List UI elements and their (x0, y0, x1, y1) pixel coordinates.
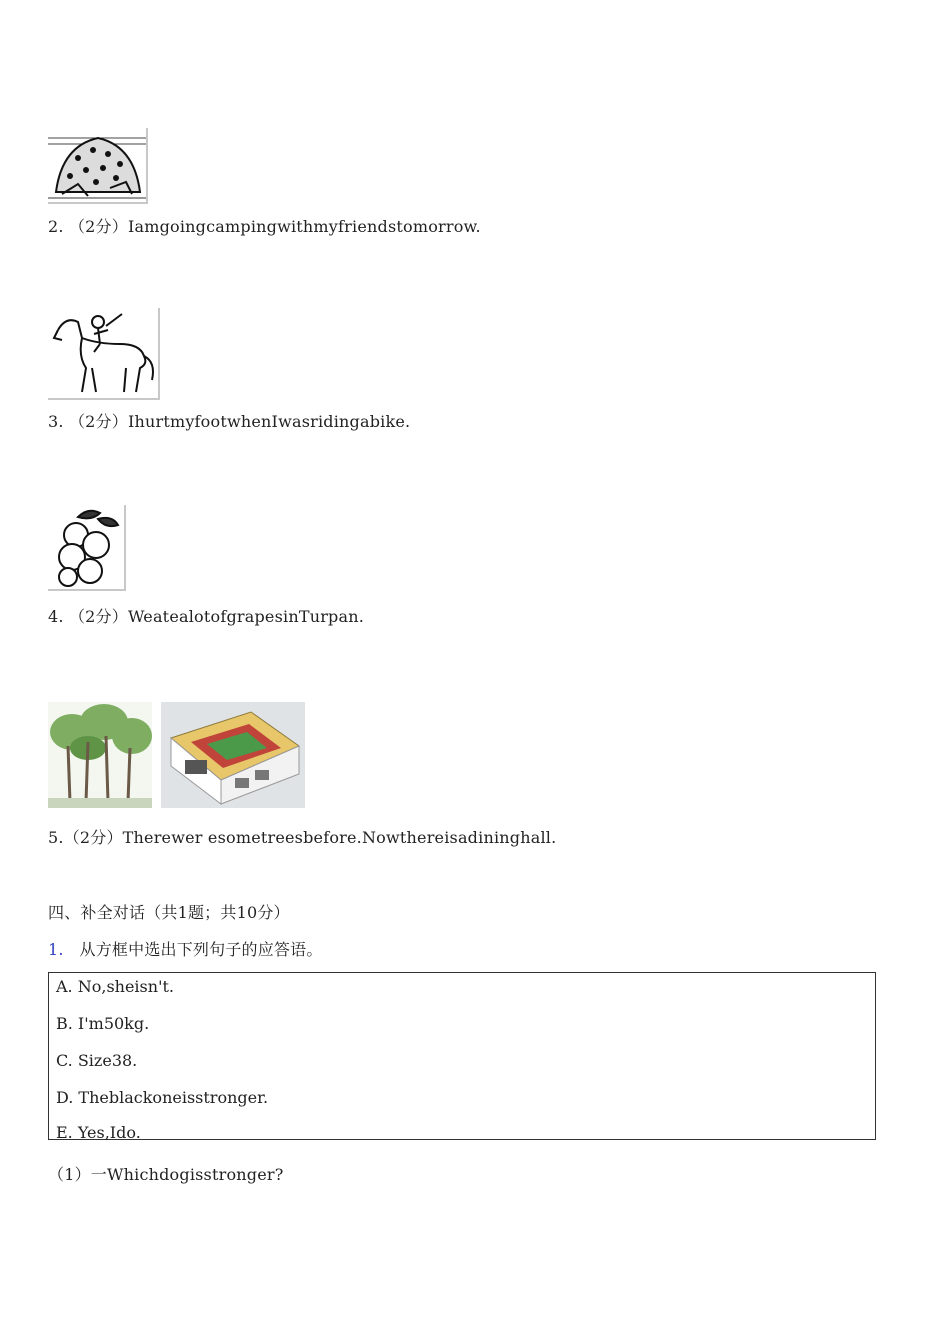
question-2-text: Iamgoingcampingwithmyfriendstomorrow. (127, 217, 481, 236)
question-4 (48, 604, 364, 627)
option-c: C. Size38. (56, 1051, 138, 1070)
options-box (48, 972, 876, 1140)
question-3-text: IhurtmyfootwhenIwasridingabike. (127, 412, 411, 431)
question-3-label: 3. （2分） (48, 412, 128, 431)
section-question-number: 1. (48, 940, 64, 959)
trees-icon (48, 702, 152, 808)
fruit-icon (48, 505, 124, 589)
question-5 (48, 825, 556, 848)
question-5-label: 5.（2分） (48, 828, 123, 847)
question-3 (48, 409, 410, 432)
option-e: E. Yes,Ido. (56, 1123, 141, 1142)
horse-rider-icon (48, 308, 158, 398)
camping-tent-icon (48, 128, 146, 202)
camping-tent-image (48, 128, 148, 204)
section-question-text: 从方框中选出下列句子的应答语。 (79, 940, 323, 959)
trees-image (48, 702, 152, 808)
option-a: A. No,sheisn't. (56, 977, 174, 996)
section-question (48, 937, 323, 960)
question-4-text: WeatealotofgrapesinTurpan. (127, 607, 365, 626)
section-heading: 四、补全对话（共1题；共10分） (48, 903, 290, 922)
question-2 (48, 214, 481, 237)
option-b: B. I'm50kg. (56, 1014, 150, 1033)
question-2-label: 2. （2分） (48, 217, 128, 236)
question-4-label: 4. （2分） (48, 607, 128, 626)
option-d: D. Theblackoneisstronger. (56, 1088, 269, 1107)
stadium-image (161, 702, 305, 808)
stadium-icon (161, 702, 305, 808)
horse-rider-image (48, 308, 160, 400)
sub-question-1: （1）一Whichdogisstronger? (48, 1165, 284, 1184)
fruit-image (48, 505, 126, 591)
question-5-text: Therewer esometreesbefore.Nowthereisadininghall. (122, 828, 557, 847)
